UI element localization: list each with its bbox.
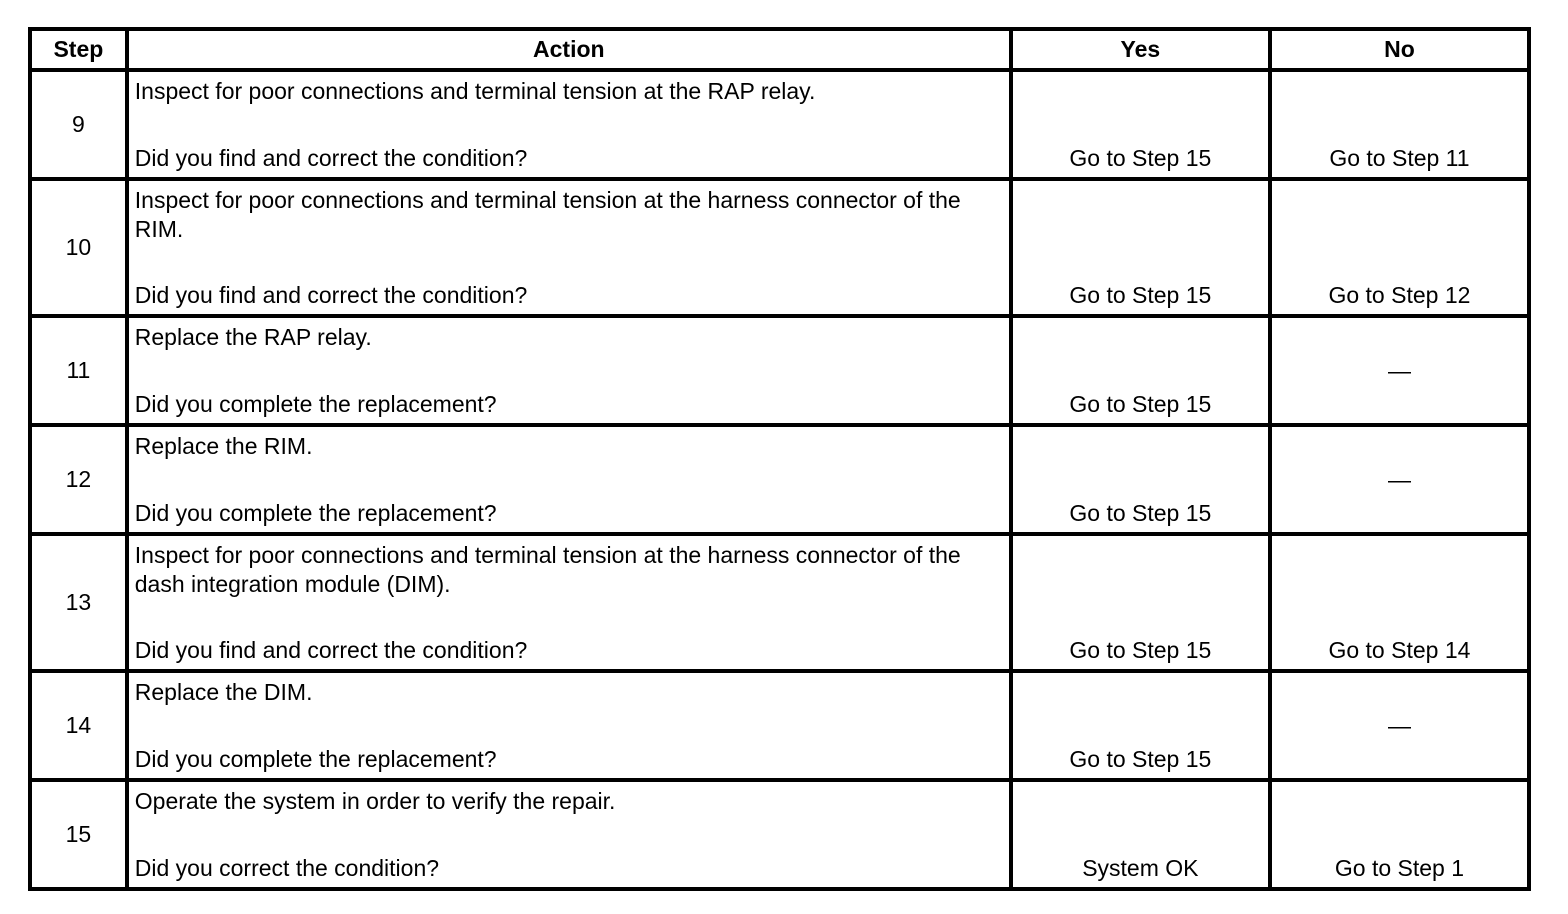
action-instruction: Operate the system in order to verify the repair. (134, 788, 616, 814)
yes-result: Go to Step 15 (1069, 145, 1212, 171)
yes-result: Go to Step 15 (1069, 391, 1212, 417)
action-question: Did you complete the replacement? (134, 746, 497, 772)
no-result: Go to Step 12 (1328, 282, 1471, 308)
action-question: Did you complete the replacement? (134, 391, 497, 417)
step-number: 13 (30, 534, 127, 671)
step-number: 12 (30, 425, 127, 534)
yes-cell (1011, 316, 1270, 425)
action-instruction: Inspect for poor connections and terminal tension at the RAP relay. (134, 78, 816, 104)
no-cell (1270, 425, 1529, 534)
yes-result: Go to Step 15 (1069, 500, 1212, 526)
action-instruction: Replace the RAP relay. (134, 324, 372, 350)
action-cell (127, 425, 1011, 534)
no-cell (1270, 70, 1529, 179)
action-instruction: Replace the DIM. (134, 679, 313, 705)
action-question: Did you complete the replacement? (134, 500, 497, 526)
no-cell (1270, 316, 1529, 425)
yes-cell (1011, 534, 1270, 671)
step-number: 15 (30, 780, 127, 889)
action-question: Did you correct the condition? (134, 855, 440, 881)
no-cell (1270, 780, 1529, 889)
action-question: Did you find and correct the condition? (134, 145, 528, 171)
yes-result: Go to Step 15 (1069, 637, 1212, 663)
action-question: Did you find and correct the condition? (134, 637, 528, 663)
step-number: 9 (30, 70, 127, 179)
header-row (30, 29, 1529, 70)
no-cell (1270, 534, 1529, 671)
table-row (30, 70, 1529, 179)
header-action: Action (127, 29, 1011, 70)
no-dash: — (1387, 357, 1411, 383)
table-row (30, 316, 1529, 425)
action-cell (127, 534, 1011, 671)
no-cell (1270, 671, 1529, 780)
action-cell (127, 179, 1011, 316)
action-instruction: Inspect for poor connections and terminal tension at the harness connector of the RIM. (134, 187, 961, 242)
no-result: Go to Step 1 (1334, 855, 1465, 881)
action-instruction: Replace the RIM. (134, 433, 313, 459)
step-number: 11 (30, 316, 127, 425)
yes-result: Go to Step 15 (1069, 746, 1212, 772)
header-step: Step (30, 29, 127, 70)
yes-result: Go to Step 15 (1069, 282, 1212, 308)
action-cell (127, 671, 1011, 780)
action-cell (127, 70, 1011, 179)
table-row (30, 425, 1529, 534)
yes-cell (1011, 70, 1270, 179)
yes-cell (1011, 671, 1270, 780)
step-number: 14 (30, 671, 127, 780)
step-number: 10 (30, 179, 127, 316)
table-row (30, 534, 1529, 671)
header-yes: Yes (1011, 29, 1270, 70)
yes-cell (1011, 780, 1270, 889)
no-result: Go to Step 14 (1328, 637, 1471, 663)
table-row (30, 671, 1529, 780)
no-dash: — (1387, 712, 1411, 738)
yes-cell (1011, 179, 1270, 316)
no-cell (1270, 179, 1529, 316)
table-row (30, 780, 1529, 889)
yes-result: System OK (1082, 855, 1199, 881)
header-no: No (1270, 29, 1529, 70)
action-instruction: Inspect for poor connections and terminal tension at the harness connector of the dash integration module (DIM). (134, 542, 961, 597)
diagnostic-table (28, 27, 1531, 891)
no-dash: — (1387, 466, 1411, 492)
yes-cell (1011, 425, 1270, 534)
action-question: Did you find and correct the condition? (134, 282, 528, 308)
no-result: Go to Step 11 (1329, 145, 1470, 171)
action-cell (127, 780, 1011, 889)
table-row (30, 179, 1529, 316)
action-cell (127, 316, 1011, 425)
